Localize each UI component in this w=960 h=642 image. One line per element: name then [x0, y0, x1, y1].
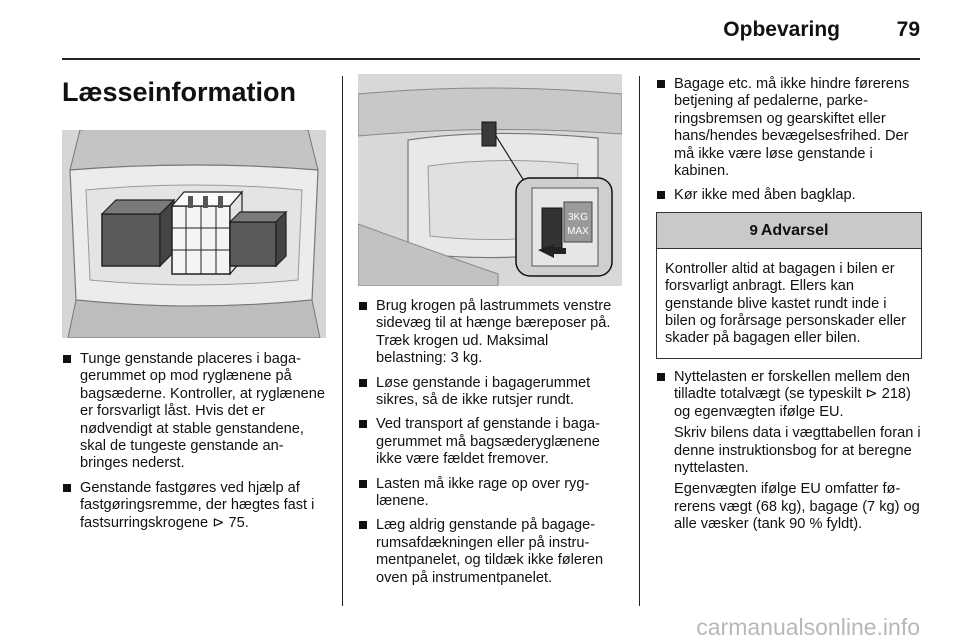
chapter-title: Opbevaring [723, 18, 840, 41]
column-1 [62, 72, 326, 539]
section-title: Læsseinformation [62, 77, 297, 107]
bullet-square-icon [63, 355, 71, 363]
column-divider-2 [639, 76, 640, 606]
list-item: Bagage etc. må ikke hindre førerens betjening af pedalerne, parkeringsbremsen og gearskiftet eller hans/hendes bevægelsesfrihed. Der må ikke være løse genstande i kabinen. [656, 76, 922, 180]
payload-definition: Nyttelasten er forskellen mellem den tilladte totalvægt (se typeskilt ⊳ 218) og egenvægten ifølge EU. [674, 368, 911, 420]
bullet-square-icon [359, 480, 367, 488]
list-item: Tunge genstande placeres i bagagerummet op mod ryglænene på bagsæderne. Kontroller, at ryglænene er forsvarligt låst. Hvis det er nødvendigt at stable genstandene, skal de tungeste genstande anbringes nederst. [62, 351, 326, 473]
column-3 [656, 72, 922, 541]
list-item: Lasten må ikke rage op over ryglænene. [358, 476, 622, 511]
page-header [0, 0, 960, 62]
bag-hook-illustration [358, 74, 622, 286]
column-2 [358, 72, 622, 594]
footer-watermark: carmanualsonline.info [696, 614, 920, 640]
list-item: Læg aldrig genstande på bagagerumsafdækningen eller på instrumentpanelet, og tildæk ikke føleren oven på instrumentpanelet. [358, 517, 622, 587]
list-item: Brug krogen på lastrummets venstre sidevæg til at hænge bæreposer på. Træk krogen ud. Maksimal belastning: 3 kg. [358, 298, 622, 368]
max-load-label-line2: MAX [567, 226, 589, 237]
bullet-square-icon [359, 420, 367, 428]
list-item [656, 369, 922, 534]
warning-header [657, 213, 921, 249]
payload-calc-paragraph: Skriv bilens data i vægttabellen foran i denne instruktionsbog for at beregne nyttelasten. [674, 425, 921, 476]
list-item: Ved transport af genstande i bagagerummet må bagsæderyglænene ikke være fældet fremover. [358, 416, 622, 468]
list-item: Løse genstande i bagagerummet sikres, så de ikke rutsjer rundt. [358, 375, 622, 410]
warning-title: Advarsel [760, 221, 829, 239]
bullet-square-icon [359, 521, 367, 529]
curb-weight-paragraph: Egenvægten ifølge EU omfatter førerens vægt (68 kg), bagage (7 kg) og alle væsker (tank 90 % fyldt). [674, 481, 920, 533]
list-item: Genstande fastgøres ved hjælp af fastgøringsremme, der hægtes fast i fastsurringskrogene ⊳ 75. [62, 480, 326, 532]
bullet-square-icon [657, 80, 665, 88]
loading-tips-list-1 [62, 351, 326, 532]
loading-tips-list-3 [656, 76, 922, 205]
side-wall-hook-image [358, 74, 622, 286]
warning-text: Kontroller altid at bagagen i bilen er forsvarligt anbragt. Ellers kan genstande blive kastet rundt inde i bilen og forårsage personskader eller skader på bagagen eller bilen. [665, 260, 906, 347]
page-number: 79 [896, 18, 920, 41]
column-divider-1 [342, 76, 343, 606]
bullet-square-icon [657, 373, 665, 381]
loading-tips-list-2 [358, 298, 622, 587]
luggage-compartment-illustration [62, 130, 326, 338]
header-divider [62, 58, 920, 60]
bullet-square-icon [359, 379, 367, 387]
list-item: Kør ikke med åben bagklap. [656, 187, 922, 204]
bullet-square-icon [359, 302, 367, 310]
warning-triangle-icon: 9 [749, 221, 758, 239]
warning-box [656, 212, 922, 359]
max-load-label-line1: 3KG [567, 212, 589, 223]
bullet-square-icon [63, 484, 71, 492]
trunk-load-image [62, 130, 326, 338]
payload-list [656, 369, 922, 534]
bullet-square-icon [657, 191, 665, 199]
